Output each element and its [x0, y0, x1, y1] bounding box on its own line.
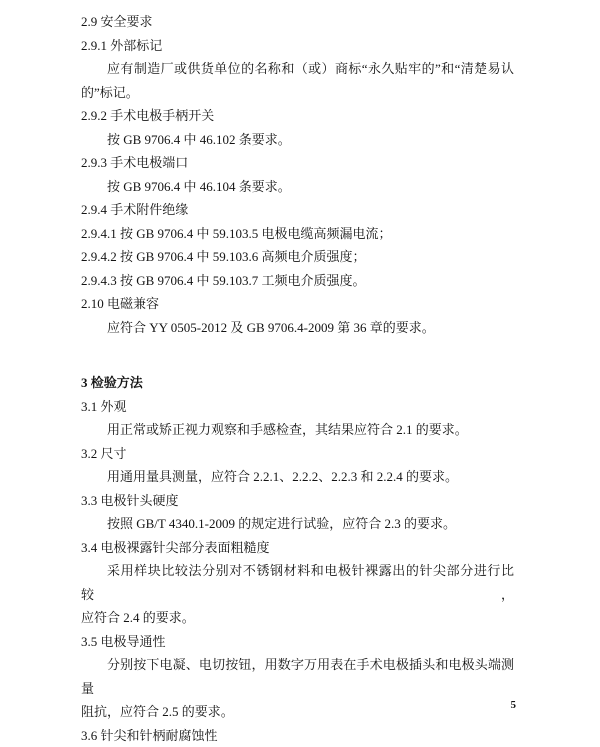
text-line: 3.4 电极裸露针尖部分表面粗糙度	[81, 536, 514, 560]
text-line: 的”标记。	[81, 81, 514, 105]
text-line: 3.2 尺寸	[81, 442, 514, 466]
text-line: 阻抗，应符合 2.5 的要求。	[81, 700, 514, 724]
text-line: 用正常或矫正视力观察和手感检查，其结果应符合 2.1 的要求。	[81, 418, 514, 442]
text-line: 2.9 安全要求	[81, 10, 514, 34]
text-line: 2.10 电磁兼容	[81, 292, 514, 316]
text-line: 3.6 针尖和针柄耐腐蚀性	[81, 724, 514, 747]
text-line: 应符合 YY 0505-2012 及 GB 9706.4-2009 第 36 章的要求。	[81, 316, 514, 340]
text-line: 2.9.3 手术电极端口	[81, 151, 514, 175]
text-line: 3.1 外观	[81, 395, 514, 419]
text-line: 2.9.4.3 按 GB 9706.4 中 59.103.7 工频电介质强度。	[81, 269, 514, 293]
section-heading: 3 检验方法	[81, 371, 514, 395]
text-line: 采用样块比较法分别对不锈钢材料和电极针裸露出的针尖部分进行比较，	[81, 559, 514, 606]
text-line: 按 GB 9706.4 中 46.104 条要求。	[81, 175, 514, 199]
text-line: 2.9.4.2 按 GB 9706.4 中 59.103.6 高频电介质强度；	[81, 245, 514, 269]
text-line: 3.3 电极针头硬度	[81, 489, 514, 513]
text-line: 2.9.1 外部标记	[81, 34, 514, 58]
text-line: 2.9.4 手术附件绝缘	[81, 198, 514, 222]
text-line: 应有制造厂或供货单位的名称和（或）商标“永久贴牢的”和“清楚易认	[81, 57, 514, 81]
text-line: 用通用量具测量，应符合 2.2.1、2.2.2、2.2.3 和 2.2.4 的要求。	[81, 465, 514, 489]
text-line: 2.9.4.1 按 GB 9706.4 中 59.103.5 电极电缆高频漏电流；	[81, 222, 514, 246]
text-line: 按照 GB/T 4340.1-2009 的规定进行试验，应符合 2.3 的要求。	[81, 512, 514, 536]
text-line: 2.9.2 手术电极手柄开关	[81, 104, 514, 128]
text-line: 按 GB 9706.4 中 46.102 条要求。	[81, 128, 514, 152]
page-number: 5	[511, 699, 517, 711]
text-line: 3.5 电极导通性	[81, 630, 514, 654]
text-line: 应符合 2.4 的要求。	[81, 606, 514, 630]
document-body	[81, 10, 514, 747]
text-line: 分别按下电凝、电切按钮，用数字万用表在手术电极插头和电极头端测量	[81, 653, 514, 700]
